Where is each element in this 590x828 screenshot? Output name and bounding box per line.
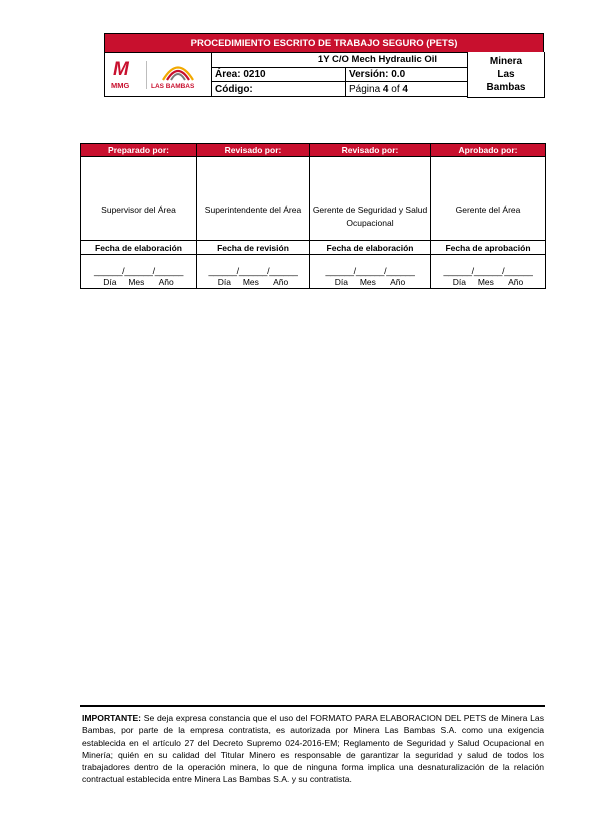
company-name-cell — [467, 52, 545, 98]
approval-header-row — [81, 144, 546, 157]
footer-notice — [82, 712, 544, 786]
header-reviewed-by-2: Revisado por: — [310, 144, 431, 157]
date-line-reviewed-2[interactable]: ______/______/______ — [310, 255, 431, 277]
date-label-reviewed: Fecha de revisión — [197, 241, 310, 255]
date-parts: Día Mes Año — [197, 276, 310, 289]
signature-box-prepared[interactable] — [81, 157, 197, 202]
code-field: Código: — [212, 82, 346, 97]
role-approved: Gerente del Área — [431, 201, 546, 241]
date-line-reviewed[interactable]: ______/______/______ — [197, 255, 310, 277]
header-prepared-by: Preparado por: — [81, 144, 197, 157]
footer-notice-label: IMPORTANTE: — [82, 713, 142, 723]
logo-cell — [105, 53, 212, 97]
company-logo — [105, 53, 211, 96]
procedure-name: 1Y C/O Mech Hydraulic Oil — [212, 53, 544, 68]
header-reviewed-by: Revisado por: — [197, 144, 310, 157]
date-label-reviewed-2: Fecha de elaboración — [310, 241, 431, 255]
page-number-field: Página 4 of 4 — [346, 82, 544, 97]
company-name: Minera Las Bambas — [486, 56, 526, 93]
mmg-logo-text: MMG — [111, 81, 130, 90]
date-parts-row — [81, 276, 546, 289]
las-bambas-logo-text: LAS BAMBAS — [151, 83, 195, 90]
date-parts: Día Mes Año — [310, 276, 431, 289]
date-line-approved[interactable]: ______/______/______ — [431, 255, 546, 277]
document-title: PROCEDIMIENTO ESCRITO DE TRABAJO SEGURO (PETS) — [105, 34, 544, 53]
date-label-prepared: Fecha de elaboración — [81, 241, 197, 255]
footer-notice-text: Se deja expresa constancia que el uso del FORMATO PARA ELABORACION DEL PETS de Minera Las Bambas, por parte de la empresa contratista, es autorizada por Minera Las Bambas S.A. como una exigencia establecida en el artículo 27 del Decreto Supremo 024-2016-EM; Reglamento de Seguridad y Salud Ocupacional en Minería; quién en su calidad del Titular Minero es responsable de garantizar la seguridad y salud de todos los trabajadores dentro de la operación minera, lo que de ninguna forma implica una desnaturalización de la relación contractual establecida entre Minera Las Bambas S.A. y su contratista. — [82, 713, 544, 785]
logo-divider — [146, 61, 147, 89]
date-parts: Día Mes Año — [81, 276, 197, 289]
role-row — [81, 201, 546, 241]
role-reviewed-2: Gerente de Seguridad y Salud Ocupacional — [310, 201, 431, 241]
date-line-prepared[interactable]: ______/______/______ — [81, 255, 197, 277]
approval-table — [80, 143, 546, 289]
signature-box-reviewed[interactable] — [197, 157, 310, 202]
footer-divider — [80, 705, 545, 707]
version-field: Versión: 0.0 — [346, 67, 544, 82]
signature-box-reviewed-2[interactable] — [310, 157, 431, 202]
date-line-row — [81, 255, 546, 277]
header-approved-by: Aprobado por: — [431, 144, 546, 157]
las-bambas-arc-icon — [161, 59, 195, 81]
area-field: Área: 0210 — [212, 67, 346, 82]
date-label-row — [81, 241, 546, 255]
role-reviewed: Superintendente del Área — [197, 201, 310, 241]
role-prepared: Supervisor del Área — [81, 201, 197, 241]
date-label-approved: Fecha de aprobación — [431, 241, 546, 255]
signature-row — [81, 157, 546, 202]
signature-box-approved[interactable] — [431, 157, 546, 202]
mmg-mark-icon: M — [113, 59, 127, 80]
date-parts: Día Mes Año — [431, 276, 546, 289]
